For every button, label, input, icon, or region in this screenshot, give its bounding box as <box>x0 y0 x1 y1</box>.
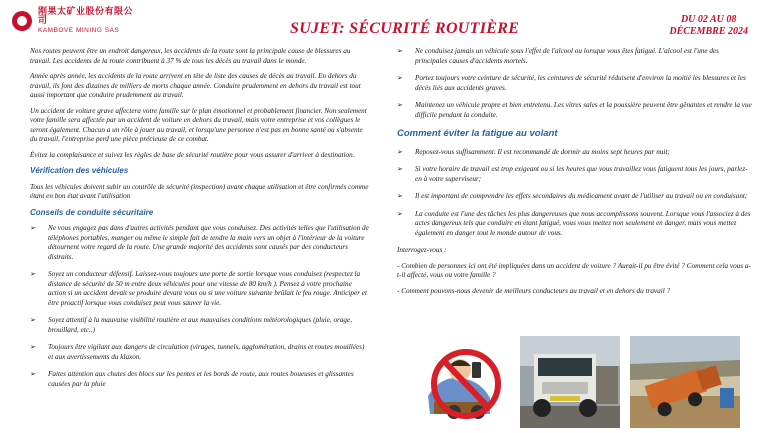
right-column <box>397 47 752 302</box>
arrow-bullet-icon: ➢ <box>397 147 403 156</box>
left-column <box>30 47 370 397</box>
truck-photo <box>520 336 620 428</box>
logo-chinese-name: 刚果太矿业股份有限公司 <box>38 6 134 26</box>
no-phone-driving-illustration <box>420 336 514 428</box>
list-item: ➢ Il est important de comprendre les effets secondaires du médicament avant de l'utiliser au travail ou en conduisant; <box>397 192 748 201</box>
heading-safe-driving: Conseils de conduite sécuritaire <box>30 207 154 217</box>
list-item: ➢ Faites attention aux chutes des blocs sur les pentes et les bords de route, aux routes boueuses et glissantes causées par la pluie <box>30 370 354 388</box>
accident-truck-image <box>630 336 740 428</box>
arrow-bullet-icon: ➢ <box>30 316 36 325</box>
list-item: ➢ Soyez un conducteur défensif. Laissez-vous toujours une porte de sortie lorsque vous conduisez (respectez la distance de sécurité de 50 m entre deux véhicules pour une vitesse de 80 km/h ). Pensez à votre prochaine action si un accident devait se produire devant vous ou si une voiture suivante brûlait le feu rouge. Anticiper et être proactif lorsque vous conduisez peut vous sauver la vie. <box>30 270 367 307</box>
list-item: ➢ Si votre horaire de travail est trop exigeant ou si les heures que vous travaillez vous fatiguent tous les jours, parlez-en à votre superviseur; <box>397 165 748 183</box>
list-item: ➢ Ne vous engagez pas dans d'autres activités pendant que vous conduisez. Des activités telles que l'utilisation de téléphones portables, manger ou même le simple fait de tendre la main vers un objet à l'intérieur de la voiture détournent votre regard de la route. Une grande majorité des accidents sont causés par des conducteurs distraits. <box>30 224 369 261</box>
fatigue-list <box>397 148 752 239</box>
truck-front-image <box>520 336 620 428</box>
overturned-truck-photo <box>630 336 740 428</box>
heading-vehicle-check: Vérification des véhicules <box>30 166 129 175</box>
logo-emblem-icon <box>12 11 32 31</box>
intro-paragraph-3: Un accident de voiture grave affectera votre famille sur le plan émotionnel et probablement financier. Non seulement votre famille sera affectée par un accident de voiture en dehors du travail, mais votre entreprise et vos collègues le seront également. Chacun a un rôle à jouer au travail, et lorsqu'une personne n'est pas en bonne santé ou s'absente du travail, l'entreprise perd une pièce précieuse de ce combat. <box>30 106 367 143</box>
date-range <box>669 14 748 37</box>
arrow-bullet-icon: ➢ <box>397 192 403 201</box>
date-line-1: DU 02 AU 08 <box>680 14 737 25</box>
arrow-bullet-icon: ➢ <box>397 209 403 218</box>
list-item: ➢ La conduite est l'une des tâches les plus dangereuses que nous accomplissons souvent. Lorsque vous l'associez à des actes dangereux tels que conduire en étant fatigué, vous vous mettez non seulement en danger, mais vous mettez également en danger tout le monde autour de vous. <box>397 209 751 237</box>
arrow-bullet-icon: ➢ <box>397 101 403 109</box>
list-item: ➢ Soyez attentif à la mauvaise visibilité routière et aux mauvaises conditions météorologiques (pluie, orage, brouillard, etc..) <box>30 316 353 334</box>
arrow-bullet-icon: ➢ <box>397 165 403 174</box>
intro-paragraph-2: Année après année, les accidents de la route arrivent en tête de liste des causes de décès au travail. En dehors du travail, ils font des dizaines de milliers de morts chaque année. Conduire prudemment en dehors du travail est tout aussi important que conduire prudemment au travail. <box>30 72 361 99</box>
arrow-bullet-icon: ➢ <box>397 74 403 82</box>
arrow-bullet-icon: ➢ <box>30 224 36 233</box>
question-2: - Comment pouvons-nous devenir de meilleurs conducteurs au travail et en dehors du travail ? <box>397 286 671 295</box>
arrow-bullet-icon: ➢ <box>30 343 36 352</box>
intro-paragraph-1: Nos routes peuvent être un endroit dangereux, les accidents de la route sont la principale cause de blessures au travail. Les accidents de la route contribuent à 37 % de tous les décès au travail dans le monde. <box>30 47 351 65</box>
logo-english-name: KAMBOVE MINING SAS <box>38 26 120 34</box>
general-safety-list <box>397 47 752 120</box>
page-title: SUJET: SÉCURITÉ ROUTIÈRE <box>290 20 520 37</box>
list-item: ➢ Toujours être vigilant aux dangers de circulation (virages, tunnels, agglomération, drains et routes mouillées) et aux avertissements du klaxon. <box>30 343 365 361</box>
arrow-bullet-icon: ➢ <box>397 47 403 55</box>
arrow-bullet-icon: ➢ <box>30 370 36 379</box>
list-item: ➢ Ne conduisez jamais un véhicule sous l'effet de l'alcool ou lorsque vous êtes fatigué. L'alcool est l'une des principales causes d'accidents mortels. <box>397 47 719 65</box>
company-logo <box>12 8 142 34</box>
list-item: ➢ Portez toujours votre ceinture de sécurité, les ceintures de sécurité réduisent d'environ la moitié les blessures et les décès liés aux accidents graves. <box>397 74 746 92</box>
list-item: ➢ Maintenez un véhicule propre et bien entretenu. Les vitres sales et la poussière peuvent être gênantes et rendre la vue difficile pendant la conduite. <box>397 101 752 119</box>
question-1: - Combien de personnes ici ont été impliquées dans un accident de voiture ? Aurait-il pu être évité ? Comment cela vous a-t-il affecté, vous ou votre famille ? <box>397 261 751 280</box>
arrow-bullet-icon: ➢ <box>30 270 36 279</box>
safe-driving-list <box>30 224 370 389</box>
heading-fatigue: Comment éviter la fatigue au volant <box>397 128 558 139</box>
intro-paragraph-4: Évitez la complaisance et suivez les règles de base de sécurité routière pour vous assurer d'arriver à destination. <box>30 150 355 159</box>
prohibited-phone-icon <box>420 336 514 428</box>
vehicle-check-text: Tous les véhicules doivent subir un contrôle de sécurité (inspection) avant chaque utilisation et être confirmés comme étant en bon état avant l'utilisation <box>30 182 369 201</box>
date-line-2: DÉCEMBRE 2024 <box>669 25 748 37</box>
question-intro: Interrogez-vous : <box>397 246 447 255</box>
list-item: ➢ Reposez-vous suffisamment. Il est recommandé de dormir au moins sept heures par nuit; <box>397 147 670 156</box>
